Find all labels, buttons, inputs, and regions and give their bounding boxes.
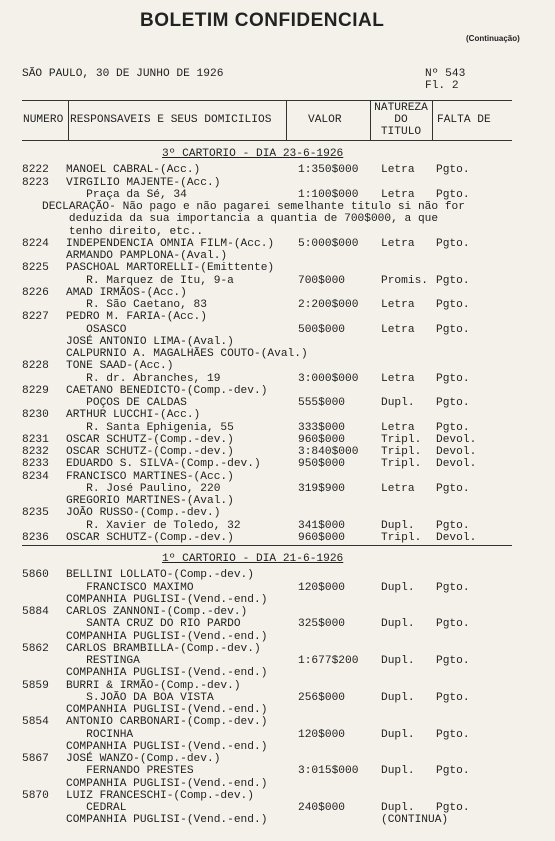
value-cell: 333$000 — [298, 421, 345, 434]
entry-number: 8226 — [22, 286, 49, 299]
title-nature: Dupl. — [381, 655, 415, 667]
bulletin-number: Nº 543 — [425, 68, 466, 80]
entry-number: 8229 — [22, 384, 49, 397]
entry-number: 8224 — [22, 237, 49, 250]
responsible-name: PASCHOAL MARTORELLI-(Emittente) — [66, 262, 275, 275]
entry-number: 5859 — [22, 679, 49, 692]
responsible-name: CARLOS ZANNONI-(Comp.-dev.) — [66, 606, 248, 618]
title-nature: Letra — [381, 421, 415, 434]
responsible-name: OSASCO — [66, 323, 127, 336]
section-heading: 3º CARTORIO - DIA 23-6-1926 — [162, 148, 344, 160]
value-cell: 120$000 — [298, 728, 345, 741]
fault-reason: Devol. — [436, 433, 477, 446]
entry-number: 8232 — [22, 446, 49, 458]
entry-number: 5854 — [22, 716, 49, 729]
value-cell: 700$000 — [298, 274, 345, 287]
responsible-name: R. Santa Ephigenia, 55 — [66, 421, 234, 434]
responsible-name: JOSÉ ANTONIO LIMA-(Aval.) — [66, 335, 234, 348]
responsible-name: FRANCISCO MARTINES-(Acc.) — [66, 470, 234, 483]
entry-number: 8222 — [22, 164, 49, 177]
fault-reason: Pgto. — [436, 581, 470, 594]
fault-reason: Pgto. — [436, 397, 470, 409]
fault-reason: Pgto. — [436, 655, 470, 667]
title-nature: Dupl. — [381, 728, 415, 741]
entry-number: 8234 — [22, 470, 49, 483]
responsible-name: FERNANDO PRESTES — [66, 765, 194, 778]
title-nature: (CONTINUA) — [381, 814, 449, 827]
responsible-name: LUIZ FRANCESCHI-(Comp.-dev.) — [66, 789, 254, 802]
responsible-name: COMPANHIA PUGLISI-(Vend.-end.) — [66, 667, 268, 680]
fault-reason: Pgto. — [436, 482, 470, 495]
col-falta: FALTA DE — [437, 114, 491, 126]
responsible-name: CARLOS BRAMBILLA-(Comp.-dev.) — [66, 642, 261, 655]
value-cell: 120$000 — [298, 581, 345, 594]
responsible-name: AMAD IRMÃOS-(Acc.) — [66, 286, 187, 299]
responsible-name: COMPANHIA PUGLISI-(Vend.-end.) — [66, 630, 268, 643]
entry-number: 8236 — [22, 531, 49, 544]
declaration-text: tenho direito, etc.. — [42, 225, 204, 238]
responsible-name: JOSÉ WANZO-(Comp.-dev.) — [66, 753, 221, 765]
responsible-name: GREGORIO MARTINES-(Aval.) — [66, 495, 234, 507]
title-nature: Tripl. — [381, 458, 422, 471]
sheet-number: Fl. 2 — [425, 80, 459, 92]
col-natureza-1: NATUREZA — [374, 102, 428, 114]
title-nature: Promis. — [381, 274, 428, 287]
entry-number: 8231 — [22, 433, 49, 446]
fault-reason: Pgto. — [436, 274, 470, 287]
title-nature: Dupl. — [381, 581, 415, 594]
fault-reason: Pgto. — [436, 728, 470, 741]
entry-number: 8225 — [22, 262, 49, 275]
responsible-name: COMPANHIA PUGLISI-(Vend.-end.) — [66, 704, 268, 716]
responsible-name: FRANCISCO MAXIMO — [66, 581, 194, 594]
title-nature: Letra — [381, 482, 415, 495]
title-nature: Dupl. — [381, 397, 415, 409]
responsible-name: ANTONIO CARBONARI-(Comp.-dev.) — [66, 716, 268, 729]
responsible-name: MANOEL CABRAL-(Acc.) — [66, 164, 201, 177]
value-cell: 3:840$000 — [298, 446, 359, 458]
value-cell: 960$000 — [298, 531, 345, 544]
title-nature: Letra — [381, 323, 415, 336]
fault-reason: Pgto. — [436, 691, 470, 704]
col-numero: NUMERO — [23, 114, 64, 126]
responsible-name: R. José Paulino, 220 — [66, 482, 221, 495]
responsible-name: COMPANHIA PUGLISI-(Vend.-end.) — [66, 777, 268, 790]
responsible-name: OSCAR SCHUTZ-(Comp.-dev.) — [66, 531, 234, 544]
col-natureza-3: TITULO — [380, 126, 422, 138]
title-nature: Dupl. — [381, 802, 415, 814]
col-responsaveis: RESPONSAVEIS E SEUS DOMICILIOS — [70, 114, 272, 126]
col-valor: VALOR — [308, 114, 342, 126]
section-divider — [22, 545, 512, 546]
entry-number: 8230 — [22, 409, 49, 422]
declaration-text: DECLARAÇÃO- Não pago e não pagarei semelhante titulo si não for — [42, 201, 465, 213]
entry-number: 8223 — [22, 176, 49, 189]
responsible-name: S.JOÃO DA BOA VISTA — [66, 691, 214, 704]
responsible-name: CEDRAL — [66, 802, 127, 814]
fault-reason: Pgto. — [436, 323, 470, 336]
responsible-name: RESTINGA — [66, 655, 140, 667]
fault-reason: Devol. — [436, 531, 477, 544]
entry-number: 8227 — [22, 311, 49, 324]
title-nature: Letra — [381, 372, 415, 385]
fault-reason: Pgto. — [436, 802, 470, 814]
title-nature: Tripl. — [381, 446, 422, 458]
section-heading: 1º CARTORIO - DIA 21-6-1926 — [162, 553, 344, 565]
entry-number: 5884 — [22, 606, 49, 618]
entry-number: 8228 — [22, 360, 49, 373]
value-cell: 950$000 — [298, 458, 345, 471]
entry-number: 8233 — [22, 458, 49, 471]
title-nature: Letra — [381, 164, 415, 177]
responsible-name: CALPURNIO A. MAGALHÃES COUTO-(Aval.) — [66, 348, 308, 360]
responsible-name: ROCINHA — [66, 728, 134, 741]
value-cell: 1:100$000 — [298, 188, 359, 201]
value-cell: 325$000 — [298, 618, 345, 631]
place-date: SÃO PAULO, 30 DE JUNHO DE 1926 — [22, 68, 224, 80]
responsible-name: BURRI & IRMÃO-(Comp.-dev.) — [66, 679, 241, 692]
value-cell: 555$000 — [298, 397, 345, 409]
document-title: BOLETIM CONFIDENCIAL — [140, 10, 385, 31]
title-nature: Dupl. — [381, 519, 415, 532]
responsible-name: R. Marquez de Itu, 9-a — [66, 274, 234, 287]
value-cell: 2:200$000 — [298, 299, 359, 311]
responsible-name: EDUARDO S. SILVA-(Comp.-dev.) — [66, 458, 261, 471]
responsible-name: INDEPENDENCIA OMNIA FILM-(Acc.) — [66, 237, 275, 250]
responsible-name: R. São Caetano, 83 — [66, 299, 207, 311]
responsible-name: R. dr. Abranches, 19 — [66, 372, 221, 385]
responsible-name: ARMANDO PAMPLONA-(Aval.) — [66, 250, 228, 262]
title-nature: Tripl. — [381, 433, 422, 446]
responsible-name: BELLINI LOLLATO-(Comp.-dev.) — [66, 569, 254, 582]
value-cell: 3:015$000 — [298, 765, 359, 778]
value-cell: 240$000 — [298, 802, 345, 814]
fault-reason: Pgto. — [436, 164, 470, 177]
value-cell: 256$000 — [298, 691, 345, 704]
continuation-note: (Continuação) — [466, 34, 520, 43]
entry-number: 5867 — [22, 753, 49, 765]
entry-number: 5862 — [22, 642, 49, 655]
fault-reason: Pgto. — [436, 188, 470, 201]
value-cell: 500$000 — [298, 323, 345, 336]
responsible-name: COMPANHIA PUGLISI-(Vend.-end.) — [66, 740, 268, 753]
title-nature: Tripl. — [381, 531, 422, 544]
title-nature: Letra — [381, 188, 415, 201]
responsible-name: SANTA CRUZ DO RIO PARDO — [66, 618, 241, 631]
responsible-name: Praça da Sé, 34 — [66, 188, 187, 201]
fault-reason: Pgto. — [436, 765, 470, 778]
responsible-name: COMPANHIA PUGLISI-(Vend.-end.) — [66, 814, 268, 827]
title-nature: Dupl. — [381, 691, 415, 704]
entry-number: 5870 — [22, 789, 49, 802]
fault-reason: Devol. — [436, 458, 477, 471]
fault-reason: Pgto. — [436, 519, 470, 532]
responsible-name: OSCAR SCHUTZ-(Comp.-dev.) — [66, 446, 234, 458]
title-nature: Letra — [381, 299, 415, 311]
responsible-name: PEDRO M. FARIA-(Acc.) — [66, 311, 207, 324]
entry-number: 8235 — [22, 507, 49, 520]
responsible-name: R. Xavier de Toledo, 32 — [66, 519, 241, 532]
fault-reason: Pgto. — [436, 421, 470, 434]
fault-reason: Pgto. — [436, 299, 470, 311]
fault-reason: Pgto. — [436, 237, 470, 250]
responsible-name: JOÃO RUSSO-(Comp.-dev.) — [66, 507, 221, 520]
value-cell: 1:677$200 — [298, 655, 359, 667]
declaration-text: deduzida da sua importancia a quantia de 700$000, a que — [42, 213, 439, 226]
fault-reason: Pgto. — [436, 618, 470, 631]
entry-number: 5860 — [22, 569, 49, 582]
responsible-name: COMPANHIA PUGLISI-(Vend.-end.) — [66, 593, 268, 606]
title-nature: Letra — [381, 237, 415, 250]
value-cell: 319$900 — [298, 482, 345, 495]
value-cell: 5:000$000 — [298, 237, 359, 250]
responsible-name: OSCAR SCHUTZ-(Comp.-dev.) — [66, 433, 234, 446]
title-nature: Dupl. — [381, 618, 415, 631]
title-nature: Dupl. — [381, 765, 415, 778]
fault-reason: Devol. — [436, 446, 477, 458]
responsible-name: ARTHUR LUCCHI-(Acc.) — [66, 409, 201, 422]
value-cell: 3:000$000 — [298, 372, 359, 385]
responsible-name: CAETANO BENEDICTO-(Comp.-dev.) — [66, 384, 268, 397]
responsible-name: VIRGILIO MAJENTE-(Acc.) — [66, 176, 221, 189]
value-cell: 960$000 — [298, 433, 345, 446]
responsible-name: POÇOS DE CALDAS — [66, 397, 187, 409]
responsible-name: TONE SAAD-(Acc.) — [66, 360, 174, 373]
col-natureza-2: DO — [394, 114, 408, 126]
value-cell: 1:350$000 — [298, 164, 359, 177]
fault-reason: Pgto. — [436, 372, 470, 385]
value-cell: 341$000 — [298, 519, 345, 532]
